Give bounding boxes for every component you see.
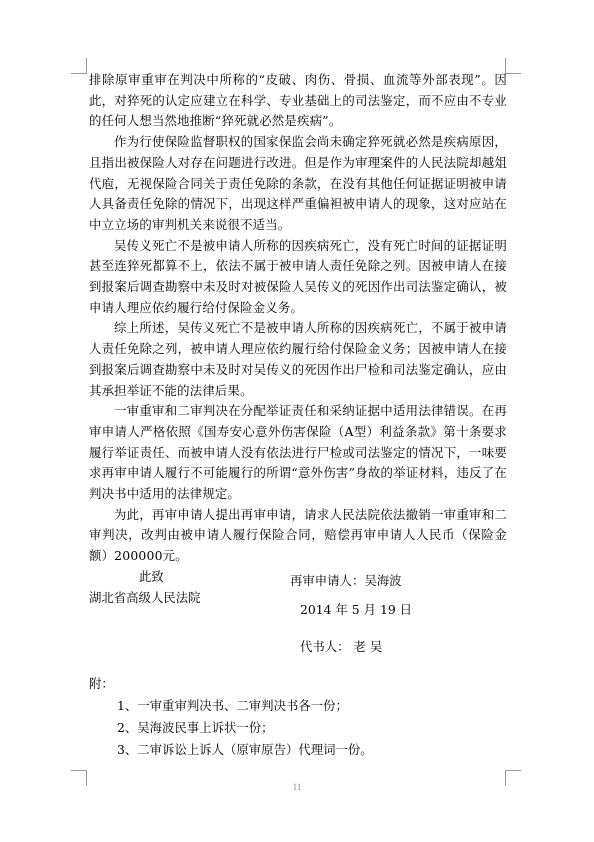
applicant-signature: 再审申请人：吴海波 (290, 573, 402, 588)
paragraph-1: 排除原审重审在判决中所称的“皮破、肉伤、骨损、血流等外部表现”。因此，对猝死的认定应建立在科学、专业基础上的司法鉴定，而不应由不专业的任何人想当然地推断“猝死就必然是疾病”。 (89, 72, 507, 129)
paragraph-4: 综上所述，吴传义死亡不是被申请人所称的因疾病死亡，不属于被申请人责任免除之列，被申请人理应依约履行给付保险金义务；因被申请人在接到报案后调查勘察中未及时对吴传义的死因作出尸检和司法鉴定确认，应由其承担举证不能的法律后果。 (89, 320, 507, 398)
paragraph-3: 吴传义死亡不是被申请人所称的因疾病死亡，没有死亡时间的证据证明甚至连猝死都算不上，依法不属于被申请人责任免除之列。因被申请人在接到报案后调查勘察中未及时对被保险人吴传义的死因作出司法鉴定确认，被申请人理应依约履行给付保险金义务。 (89, 237, 507, 315)
salutation: 此致 (139, 568, 164, 584)
attachment-item: 3、二审诉讼上诉人（原审原告）代理词一份。 (117, 742, 373, 757)
paragraph-5: 一审重审和二审判决在分配举证责任和采纳证据中适用法律错误。在再审申请人严格依照《国寿安心意外伤害保险（A型）利益条款》第十条要求履行举证责任、而被申请人没有依法进行尸检或司法鉴定的情况下，一味要求再审申请人履行不可能履行的所谓“意外伤害”身故的举证材料，违反了在判决书中适用的法律规定。 (89, 403, 507, 502)
attachment-item: 1、一审重审判决书、二审判决书各一份； (117, 698, 348, 713)
body-text (89, 70, 507, 608)
document-writer: 代书人： 老 吴 (300, 639, 383, 654)
attachments-section (89, 673, 507, 761)
paragraph-6: 为此，再审申请人提出再审申请，请求人民法院依法撤销一审重审和二审判决，改判由被申请人履行保险合同，赔偿再审申请人人民币（保险金额）200000元。 (89, 506, 507, 564)
crop-mark-top-right (505, 58, 521, 74)
crop-mark-top-left (71, 58, 87, 74)
paragraph-2: 作为行使保险监督职权的国家保监会尚未确定猝死就必然是疾病原因，且指出被保险人对存在问题进行改进。但是作为审理案件的人民法院却越俎代庖，无视保险合同关于责任免除的条款，在没有其他任何证据证明被申请人具备责任免除的情况下，出现这样严重偏袒被申请人的现象，这对应站在中立立场的审判机关来说很不适当。 (89, 134, 507, 232)
attachment-item: 2、吴海波民事上诉状一份； (117, 720, 274, 735)
signing-date: 2014 年 5 月 19 日 (300, 602, 413, 617)
page-number: 11 (292, 782, 302, 792)
court-name: 湖北省高级人民法院 (89, 589, 201, 605)
attachments-heading: 附： (89, 676, 114, 691)
